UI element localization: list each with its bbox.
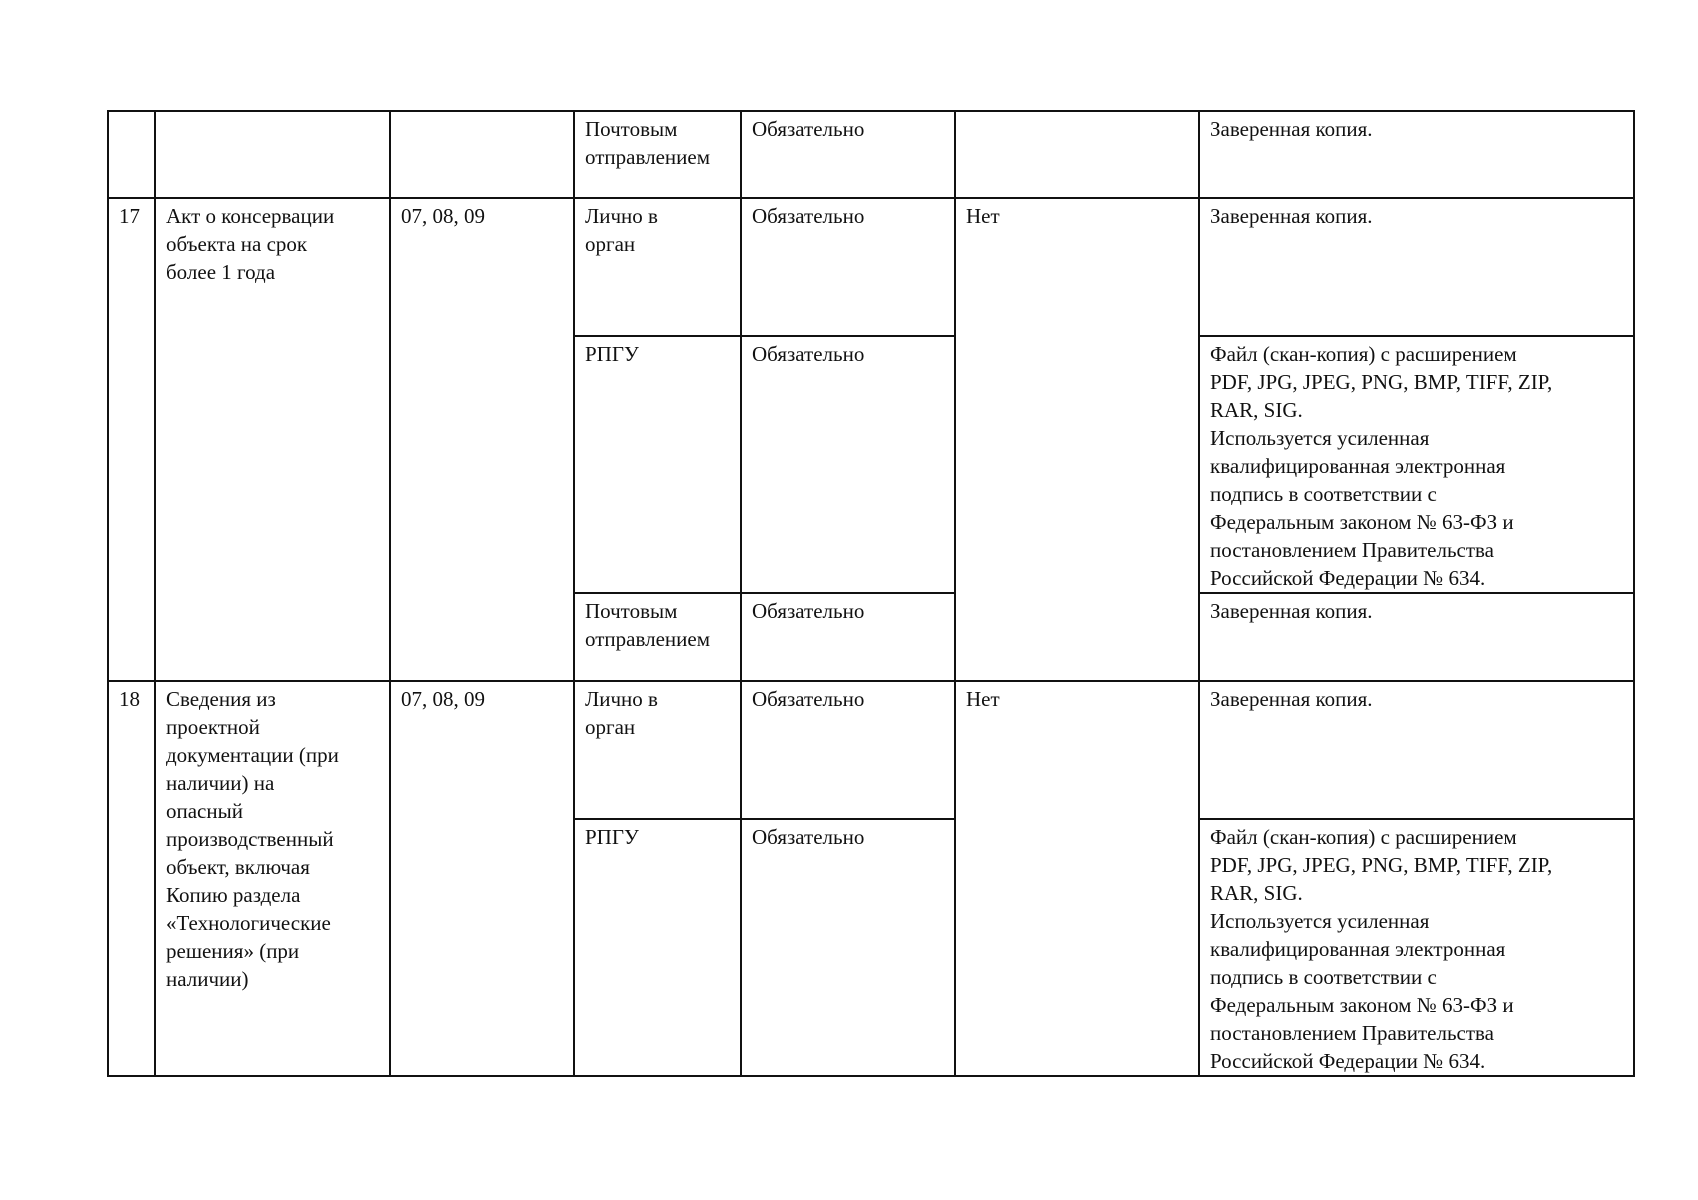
submission-method: РПГУ (574, 819, 741, 1076)
required-status: Обязательно (741, 593, 955, 681)
note: Заверенная копия. (1199, 593, 1634, 681)
documents-table (107, 110, 1635, 1077)
table-row (108, 111, 1634, 198)
required-status: Обязательно (741, 681, 955, 819)
submission-method: Почтовым отправлением (574, 593, 741, 681)
note: Файл (скан-копия) с расширением PDF, JPG, JPEG, PNG, BMP, TIFF, ZIP, RAR, SIG. Используется усиленная квалифицированная электронная подпись в соответствии с Федеральным законом № 63-ФЗ и постановлением Правительства Российской Федерации № 634. (1199, 336, 1634, 593)
codes: 07, 08, 09 (390, 198, 574, 681)
required-status: Обязательно (741, 819, 955, 1076)
flag: Нет (955, 681, 1199, 1076)
submission-method: Лично в орган (574, 681, 741, 819)
note: Заверенная копия. (1199, 198, 1634, 336)
number-cell (108, 111, 155, 198)
submission-method-cell: Почтовым отправлением (574, 111, 741, 198)
document-name-cell (155, 111, 390, 198)
row-number: 18 (108, 681, 155, 1076)
submission-method: РПГУ (574, 336, 741, 593)
required-status: Обязательно (741, 198, 955, 336)
document-name: Сведения из проектной документации (при наличии) на опасный производственный объект, включая Копию раздела «Технологические решения» (при наличии) (155, 681, 390, 1076)
flag-cell (955, 111, 1199, 198)
codes-cell (390, 111, 574, 198)
note-cell: Заверенная копия. (1199, 111, 1634, 198)
row-number: 17 (108, 198, 155, 681)
note: Заверенная копия. (1199, 681, 1634, 819)
table-row (108, 198, 1634, 336)
required-cell: Обязательно (741, 111, 955, 198)
table-row (108, 681, 1634, 819)
submission-method: Лично в орган (574, 198, 741, 336)
required-status: Обязательно (741, 336, 955, 593)
note: Файл (скан-копия) с расширением PDF, JPG, JPEG, PNG, BMP, TIFF, ZIP, RAR, SIG. Используется усиленная квалифицированная электронная подпись в соответствии с Федеральным законом № 63-ФЗ и постановлением Правительства Российской Федерации № 634. (1199, 819, 1634, 1076)
document-name: Акт о консервации объекта на срок более 1 года (155, 198, 390, 681)
flag: Нет (955, 198, 1199, 681)
codes: 07, 08, 09 (390, 681, 574, 1076)
